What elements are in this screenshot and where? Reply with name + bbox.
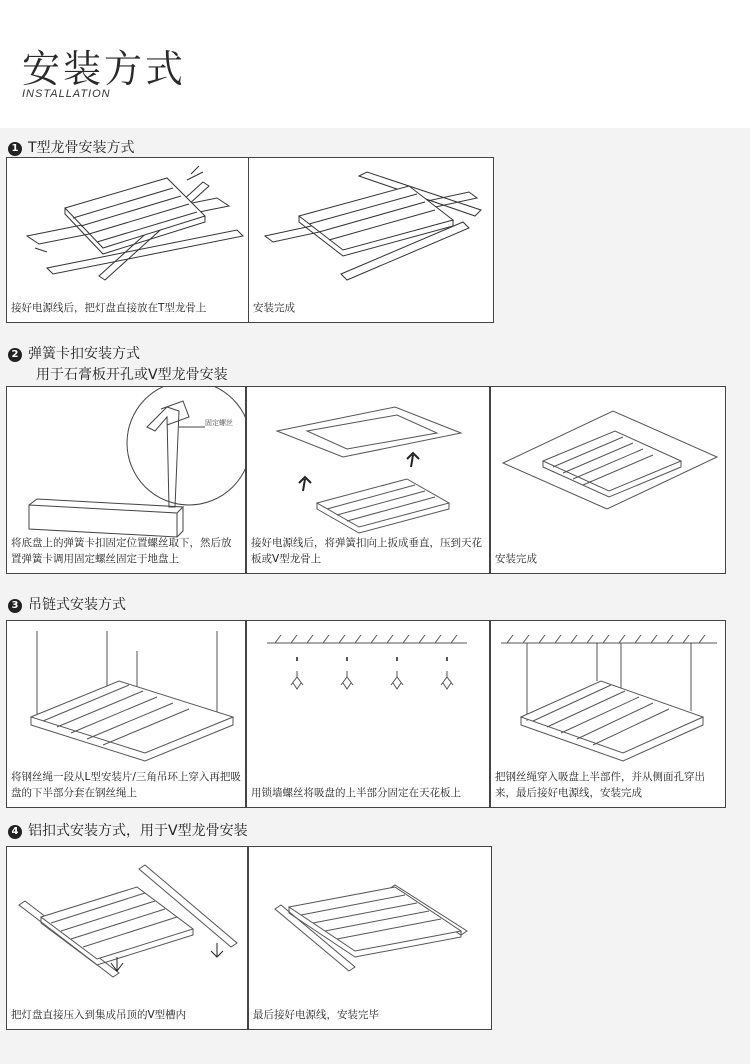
panel-1a bbox=[6, 157, 250, 323]
section-1-label: T型龙骨安装方式 bbox=[28, 140, 135, 156]
caption-4a: 把灯盘直接压入到集成吊顶的V型槽内 bbox=[11, 1009, 187, 1021]
v-groove-installed-illustration bbox=[249, 847, 493, 1031]
caption-1b: 安装完成 bbox=[253, 302, 295, 314]
callout-screw-label: 固定螺丝 bbox=[205, 419, 233, 427]
page-subtitle: INSTALLATION bbox=[22, 88, 111, 100]
section-1-number: 1 bbox=[8, 142, 22, 156]
panel-2c bbox=[490, 386, 726, 574]
section-4-label: 铝扣式安装方式，用于V型龙骨安装 bbox=[28, 823, 248, 839]
panel-4a bbox=[6, 846, 248, 1030]
panel-2a bbox=[6, 386, 246, 574]
caption-4b: 最后接好电源线，安装完毕 bbox=[253, 1009, 379, 1021]
v-groove-insert-illustration bbox=[7, 847, 249, 1031]
caption-2c: 安装完成 bbox=[495, 553, 537, 565]
caption-1a: 接好电源线后，把灯盘直接放在T型龙骨上 bbox=[11, 302, 207, 314]
section-4-title bbox=[8, 820, 248, 840]
section-1-title bbox=[8, 137, 135, 157]
section-2-title bbox=[8, 343, 140, 363]
page-header bbox=[0, 0, 750, 128]
section-2-label: 弹簧卡扣安装方式 bbox=[28, 346, 140, 362]
panel-3b bbox=[246, 620, 490, 808]
panel-1b bbox=[248, 157, 494, 323]
panel-4b bbox=[248, 846, 492, 1030]
spring-clip-installed-illustration bbox=[491, 387, 727, 575]
section-2-subtitle: 用于石膏板开孔或V型龙骨安装 bbox=[36, 367, 228, 383]
caption-3a: 将钢丝绳一段从L型安装片/三角吊环上穿入再把吸盘的下半部分套在钢丝绳上 bbox=[11, 771, 241, 799]
section-3-label: 吊链式安装方式 bbox=[28, 597, 126, 613]
section-4-number: 4 bbox=[8, 825, 22, 839]
section-3-number: 3 bbox=[8, 599, 22, 613]
section-2-number: 2 bbox=[8, 348, 22, 362]
section-3-title bbox=[8, 594, 126, 614]
ceiling-mount-illustration bbox=[247, 621, 491, 809]
page-title: 安装方式 bbox=[22, 47, 187, 91]
caption-2a: 将底盘上的弹簧卡扣固定位置螺丝取下，然后放置弹簧卡调用固定螺丝固定于地盘上 bbox=[11, 537, 232, 565]
panel-3c bbox=[490, 620, 726, 808]
panel-3a bbox=[6, 620, 246, 808]
panel-2b bbox=[246, 386, 490, 574]
caption-3c: 把钢丝绳穿入吸盘上半部件，并从侧面孔穿出来，最后接好电源线，安装完成 bbox=[495, 771, 705, 799]
caption-3b: 用锁墙螺丝将吸盘的上半部分固定在天花板上 bbox=[251, 787, 461, 799]
caption-2b: 接好电源线后，将弹簧扣向上扳成垂直，压到天花板或V型龙骨上 bbox=[251, 537, 482, 565]
